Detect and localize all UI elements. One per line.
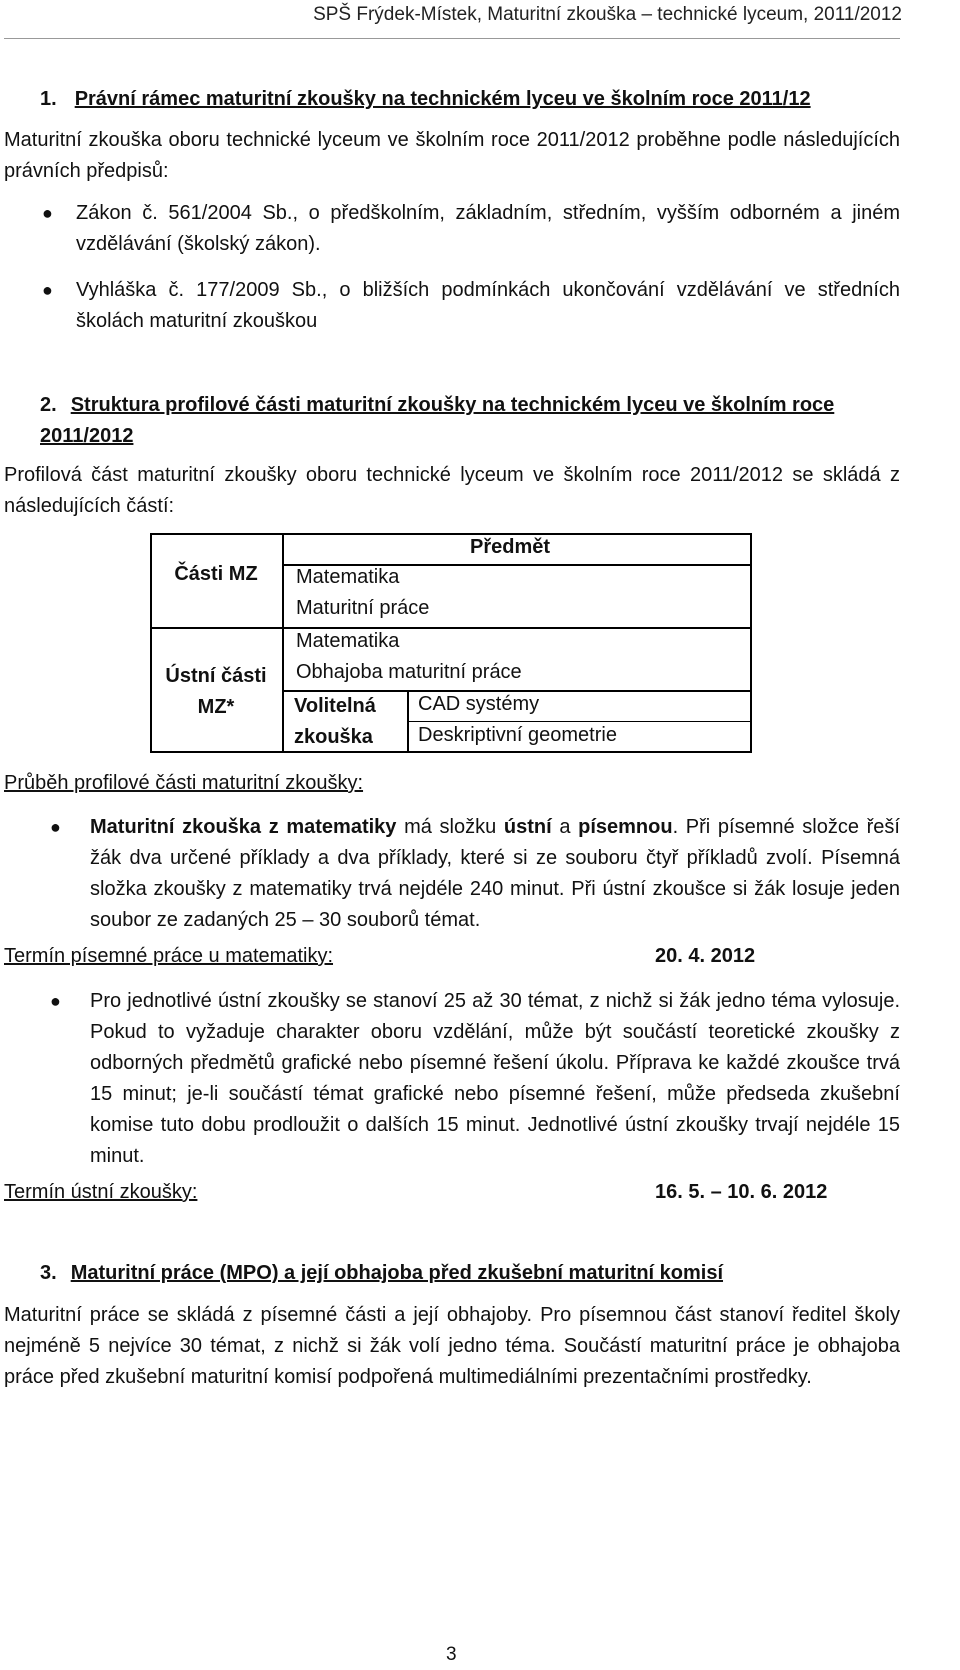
section1-heading [40, 88, 811, 111]
table-elective-label: Volitelná zkouška [294, 695, 376, 748]
section2-intro: Profilová část maturitní zkoušky oboru technické lyceum ve školním roce 2011/2012 se skládá z následujících částí: [4, 464, 900, 517]
table-part1-label: Části MZ [174, 563, 258, 585]
section1-number: 1. [40, 88, 57, 110]
section3-number: 3. [40, 1262, 57, 1284]
section2-number: 2. [40, 394, 57, 416]
oral-date: 16. 5. – 10. 6. 2012 [655, 1181, 828, 1203]
section3-text: Maturitní práce se skládá z písemné části a její obhajoby. Pro písemnou část stanoví ředitel školy nejméně 5 nejvíce 30 témat, z nichž si žák volí jedno téma. Součástí maturitní práce je obhajoba práce před zkušební maturitní komisí podpořená multimediálními prezentačními prostředky. [4, 1304, 900, 1388]
text: . Při písemné složce řeší žák dva určené příklady a dva příklady, které si ze souboru čtyř příkladů zvolí. Písemná složka zkoušky z matematiky trvá nejdéle 240 minut. Při ústní zkoušce si žák losuje jeden soubor ze zadaných 25 – 30 souborů témat. [90, 816, 900, 931]
section2-heading [40, 390, 890, 452]
bold-text: Maturitní zkouška z matematiky [90, 816, 397, 838]
page-number: 3 [446, 1644, 457, 1665]
math-bullet-list [50, 812, 900, 936]
written-date: 20. 4. 2012 [655, 945, 756, 967]
written-date-label: Termín písemné práce u matematiky: [4, 945, 334, 967]
table-header-subject: Předmět [470, 536, 551, 558]
running-header: SPŠ Frýdek-Místek, Maturitní zkouška – technické lyceum, 2011/2012 [313, 4, 902, 25]
list-item [50, 986, 900, 1172]
table-cell: Deskriptivní geometrie [418, 724, 617, 746]
table-cell: Maturitní práce [296, 597, 430, 619]
law-name: Zákon č. 561/2004 Sb. [76, 202, 293, 224]
table-cell: Obhajoba maturitní práce [296, 661, 522, 683]
section3-heading [40, 1262, 723, 1285]
list-item [42, 198, 900, 260]
section1-title: Právní rámec maturitní zkoušky na technickém lyceu ve školním roce 2011/12 [74, 88, 811, 110]
bullet-icon: ● [42, 280, 53, 300]
oral-date-label: Termín ústní zkoušky: [4, 1181, 198, 1203]
section2-title: Struktura profilové části maturitní zkoušky na technickém lyceu ve školním roce 2011/2012 [40, 394, 835, 447]
section1-bullet-list [42, 198, 900, 337]
section3-title: Maturitní práce (MPO) a její obhajoba před zkušební maturitní komisí [70, 1262, 724, 1284]
law-name: Vyhláška č. 177/2009 Sb. [76, 279, 322, 301]
bullet-icon: ● [50, 991, 61, 1011]
text: a [551, 816, 579, 838]
bold-text: ústní [503, 816, 552, 838]
header-divider [4, 38, 900, 39]
list-item [50, 812, 900, 936]
structure-table [150, 533, 750, 753]
text: Pro jednotlivé ústní zkoušky se stanoví 25 až 30 témat, z nichž si žák jedno téma vylosuje. Pokud to vyžaduje charakter oboru vzdělání, může být součástí teoretické zkoušky z odborných předmětů grafické nebo písemné řešení úkolu. Příprava ke každé zkoušce trvá 15 minut; je-li součástí témat grafické nebo písemné řešení, může předseda zkušební komise tuto dobu prodloužit o dalších 15 minut. Jednotlivé ústní zkoušky trvají nejdéle 15 minut. [90, 990, 900, 1167]
progress-title: Průběh profilové části maturitní zkoušky: [4, 772, 364, 794]
law-description: , o bližších podmínkách ukončování vzdělávání ve středních školách maturitní zkouškou [76, 279, 900, 332]
bullet-icon: ● [50, 817, 61, 837]
law-description: , o předškolním, základním, středním, vyšším odborném a jiném vzdělávání (školský zákon). [76, 202, 900, 255]
bold-text: písemnou [578, 816, 673, 838]
bullet-icon: ● [42, 203, 53, 223]
table-cell: Matematika [296, 566, 400, 588]
table-cell: CAD systémy [418, 693, 540, 715]
text: má složku [396, 816, 504, 838]
list-item [42, 275, 900, 337]
section1-intro: Maturitní zkouška oboru technické lyceum ve školním roce 2011/2012 proběhne podle následujících právních předpisů: [4, 129, 900, 182]
table-cell: Matematika [296, 630, 400, 652]
oral-bullet-list [50, 986, 900, 1172]
table-part2-label: Ústní části MZ* [165, 665, 267, 718]
